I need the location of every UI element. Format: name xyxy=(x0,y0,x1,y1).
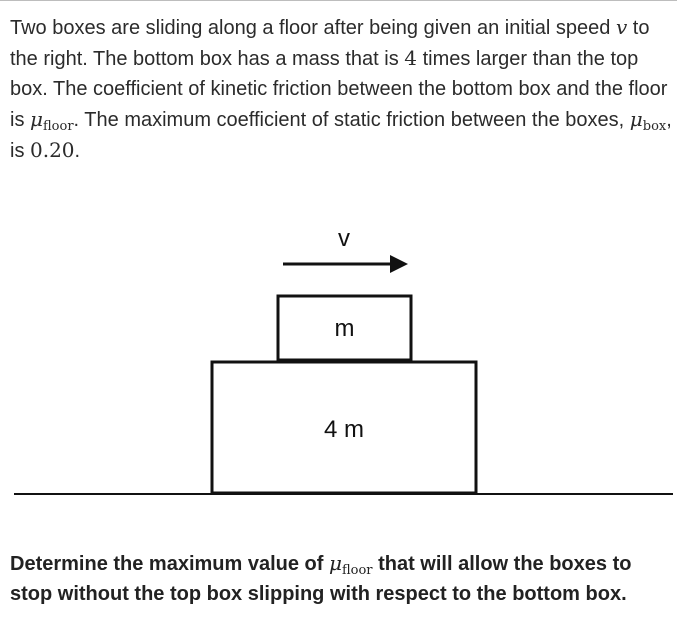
problem-statement: Two boxes are sliding along a floor after being given an initial speed v to the right. The bottom box has a mass that is 4 times larger than the top box. The coefficient of kinetic friction between the bottom box and the floor is $\mu_{floor}$. The maximum coefficient of static friction between the boxes, $\mu_{box}$, is 0.20. xyxy=(10,15,672,162)
velocity-arrow-head xyxy=(390,255,408,273)
velocity-label: v xyxy=(338,225,350,252)
question-text: Determine the maximum value of $\mu_{floor}$ that will allow the boxes to stop without the top box slipping with respect to the bottom box. xyxy=(10,551,632,605)
bottom-box-label: 4 m xyxy=(323,416,365,443)
top-box-label: m xyxy=(334,315,355,342)
